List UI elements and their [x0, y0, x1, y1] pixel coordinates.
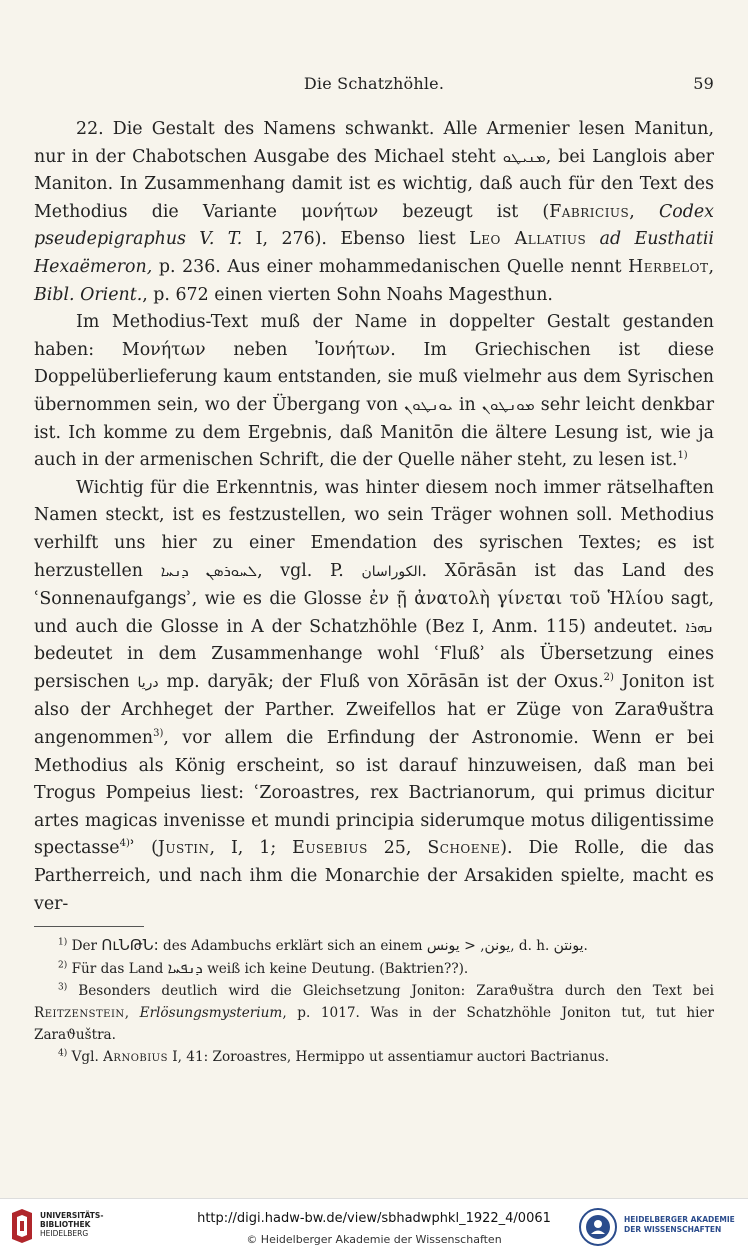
arabic-word: الكوراسان	[361, 563, 422, 580]
footnote-4: $^{4)}$ Vgl. Arnobius I, 41: Zoroastres, Hermippo ut assentiamur auctori Bactrianus.	[58, 1048, 610, 1065]
university-library-name: UNIVERSITÄTS- BIBLIOTHEK HEIDELBERG	[40, 1211, 104, 1238]
footnote-ref[interactable]: 3)	[153, 728, 164, 740]
footnote-divider	[34, 926, 144, 927]
footnote-2: $^{2)}$ Für das Land ܕܢܦܚܐ weiß ich keine Deutung. (Baktrien??).	[58, 959, 469, 977]
footnote-3: $^{3)}$ Besonders deutlich wird die Gleichsetzung Joniton: Zaraϑuštra durch den Text bei Reitzenstein, Erlösungsmysterium, p. 1017. Was in der Schatzhöhle Joniton tut, tut hier Zaraϑuštra.	[34, 982, 714, 1043]
syriac-word: ܠܚܘܪܣܢ ܕܢܚܐ	[160, 561, 258, 580]
arabic-word: دريا	[137, 674, 159, 691]
paragraph-methodius: Im Methodius-Text muß der Name in doppelter Gestalt gestanden haben: Μονήτων neben Ἰονήτων. Im Griechischen ist diese Doppelüberlieferung kaum entstanden, sie muß vielmehr aus dem Syrischen übernommen sein, wo der Übergang von ܝܘܢܛܘܢ in ܡܘܢܛܘܢ sehr leicht denkbar ist. Ich komme zu dem Ergebnis, daß Manitōn die ältere Lesung ist, wie ja auch in der armenischen Schrift, die der Quelle näher steht, zu lesen ist.$^{1)}$	[34, 312, 715, 471]
arabic-word: يونن	[484, 938, 511, 954]
work-title: Codex pseudepigraphus V. T.	[34, 201, 714, 250]
footnote-ref[interactable]: 2)	[603, 672, 614, 684]
work-title: Bibl. Orient.	[34, 284, 143, 305]
syriac-word: ܕܢܦܚܐ	[167, 959, 203, 977]
permalink[interactable]: http://digi.hadw-bw.de/view/sbhadwphkl_1922_4/0061	[197, 1211, 551, 1226]
author-name: Fabricius	[549, 201, 630, 222]
author-name: Justin	[157, 838, 210, 859]
author-name: Leo Allatius	[469, 229, 587, 250]
main-text	[34, 116, 714, 918]
footnote-1: $^{1)}$ Der ՈւՆԹՆ: des Adambuchs erklärt sich an einem يونن, < يونس , d. h. يونتن.	[58, 936, 588, 954]
syriac-word: ܝܘܢܛܘܢ	[404, 395, 453, 414]
work-title: ad Eusthatii Hexaëmeron,	[34, 229, 714, 277]
running-title: Die Schatzhöhle.	[303, 74, 445, 93]
academy-name: HEIDELBERGER AKADEMIE DER WISSENSCHAFTEN	[624, 1215, 735, 1234]
author-name: Schoene	[427, 838, 501, 859]
work-title: Erlösungsmysterium	[139, 1005, 283, 1021]
academy-seal-icon	[578, 1207, 618, 1247]
author-name: Eusebius	[292, 838, 368, 859]
viewer-footer	[0, 1198, 748, 1255]
syriac-word: ܡܘܢܛܘܢ	[481, 395, 535, 414]
page-number: 59	[693, 74, 714, 93]
author-name: Reitzenstein	[34, 1005, 125, 1021]
copyright-notice: © Heidelberger Akademie der Wissenschaften	[246, 1233, 502, 1246]
syriac-word: ܡܢܝܛܘ	[502, 147, 546, 166]
armenian-word: ՈւՆԹՆ:	[101, 936, 159, 954]
arabic-word: < يونس	[426, 938, 476, 954]
footnotes	[34, 934, 714, 1068]
footnote-ref[interactable]: 1)	[677, 450, 688, 462]
arabic-word: يونتن	[553, 938, 584, 954]
paragraph-22: 22. Die Gestalt des Namens schwankt. Alle Armenier lesen Manitun, nur in der Chabotschen Ausgabe des Michael steht ܡܢܝܛܘ, bei Langlois aber Maniton. In Zusammenhang damit ist es wichtig, daß auch für den Text des Methodius die Variante μονήτων bezeugt ist (Fabricius, Codex pseudepigraphus V. T. I, 276). Ebenso liest Leo Allatius ad Eusthatii Hexaëmeron, p. 236. Aus einer mohammedanischen Quelle nennt Herbelot, Bibl. Orient., p. 672 einen vierten Sohn Noahs Magesthun.	[34, 119, 714, 305]
syriac-word: ܢܗܪܐ	[685, 617, 715, 636]
footnote-ref[interactable]: 4)	[119, 838, 130, 850]
paragraph-wichtig: Wichtig für die Erkenntnis, was hinter diesem noch immer rätselhaften Namen steckt, ist es festzustellen, wo sein Träger wohnen soll. Methodius verhilft uns hier zu einer Emendation des syrischen Textes; es ist herzustellen ܠܚܘܪܣܢ ܕܢܚܐ, vgl. P. الكوراسان. Xōrāsān ist das Land des ʿSonnenaufgangsʾ, wie es die Glosse ἐν ῇ ἀνατολὴ γίνεται τοῦ Ἡλίου sagt, und auch die Glosse in A der Schatzhöhle (Bez I, Anm. 115) andeutet. ܢܗܪܐ bedeutet in dem Zusammenhange wohl ʿFlußʾ als Übersetzung eines persischen دريا mp. daryāk; der Fluß von Xōrāsān ist der Oxus.$^{2)}$ Joniton ist also der Archheget der Parther. Zweifellos hat er Züge von Zaraϑuštra angenommen$^{3)}$, vor allem die Erfindung der Astronomie. Wenn er bei Methodius als König erscheint, so ist darauf hinzuweisen, daß man bei Trogus Pompeius liest: ʿZoroastres, rex Bactrianorum, qui primus dicitur artes magicas invenisse et mundi principia siderumque motus diligentissime spectasse$^{4)}$ʾ (Justin, I, 1; Eusebius 25, Schoene). Die Rolle, die das Partherreich, und nach ihm die Monarchie der Arsakiden spielte, macht es ver-	[34, 477, 715, 914]
author-name: Herbelot	[628, 256, 709, 277]
author-name: Arnobius	[103, 1049, 168, 1065]
